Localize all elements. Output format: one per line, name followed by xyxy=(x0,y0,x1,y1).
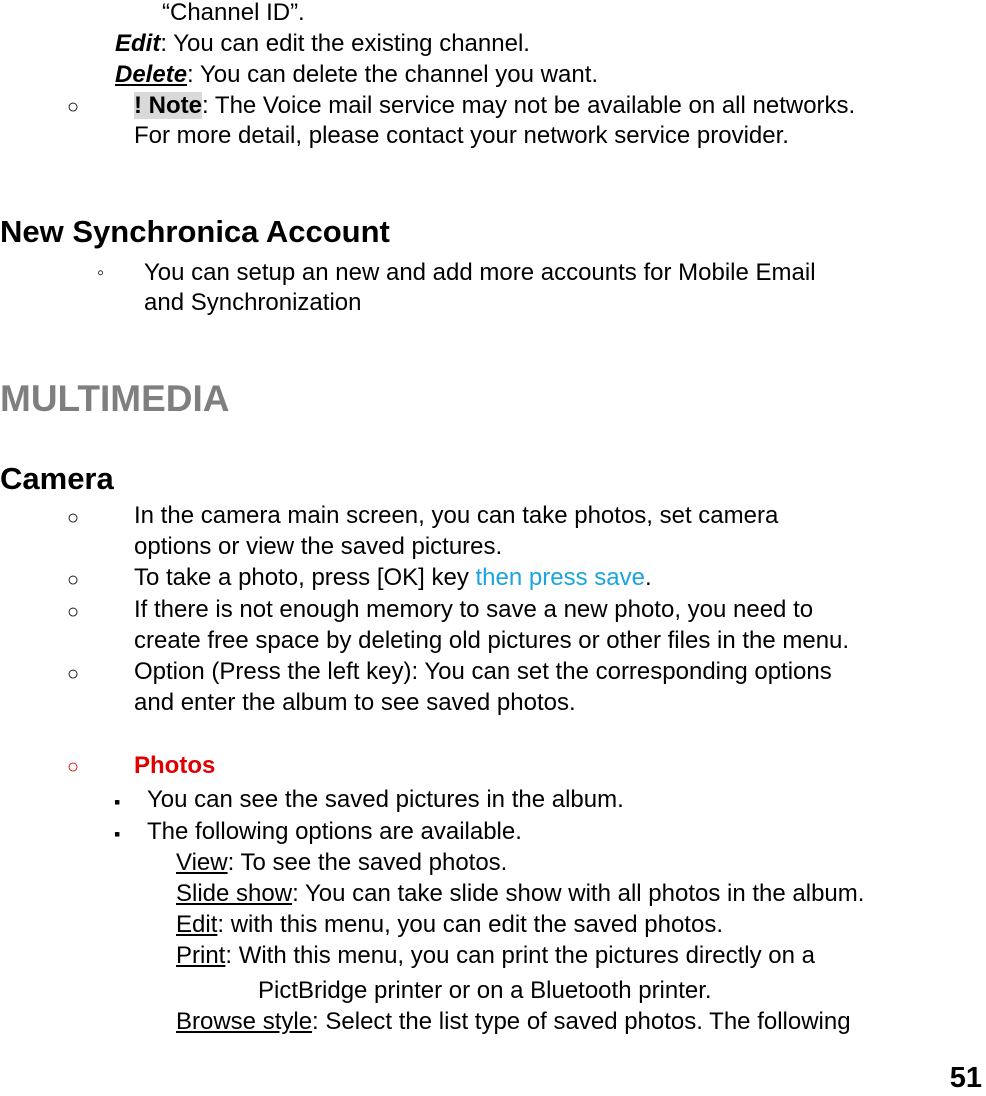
print-option-line xyxy=(176,940,815,971)
print-term: Print xyxy=(176,942,226,969)
camera-item-1-line-2: options or view the saved pictures. xyxy=(134,533,503,560)
slide-show-term: Slide show xyxy=(176,880,293,907)
camera-item-4-line-1: Option (Press the left key): You can set the corresponding options xyxy=(134,658,832,685)
camera-bullet-2: ○ xyxy=(67,569,80,591)
edit-option-line xyxy=(115,28,530,59)
camera-item-3-line-1: If there is not enough memory to save a new photo, you need to xyxy=(134,596,814,623)
print-option-line-2: PictBridge printer or on a Bluetooth printer. xyxy=(258,977,712,1004)
camera-bullet-1: ○ xyxy=(67,507,80,529)
camera-item-2-period: . xyxy=(644,564,652,591)
channel-id-line: “Channel ID”. xyxy=(162,0,305,26)
delete-term: Delete xyxy=(115,61,188,88)
edit-photo-text: : with this menu, you can edit the saved photos. xyxy=(217,911,723,938)
camera-item-2-line xyxy=(134,562,652,593)
view-option-line xyxy=(176,847,507,878)
photos-item-2: The following options are available. xyxy=(147,818,522,845)
camera-item-2-text: To take a photo, press [OK] key xyxy=(134,564,476,591)
note-line xyxy=(134,90,855,121)
slide-show-text: : You can take slide show with all photos in the album. xyxy=(292,880,865,907)
browse-style-text: : Select the list type of saved photos. The following xyxy=(312,1008,851,1035)
delete-option-line xyxy=(115,59,598,90)
edit-term: Edit xyxy=(115,30,161,57)
browse-style-option-line xyxy=(176,1006,851,1037)
print-text: : With this menu, you can print the pictures directly on a xyxy=(225,942,815,969)
multimedia-heading: MULTIMEDIA xyxy=(0,378,230,419)
edit-photo-term: Edit xyxy=(176,911,218,938)
note-line-2: For more detail, please contact your network service provider. xyxy=(134,122,789,149)
sync-line-1: You can setup an new and add more accounts for Mobile Email xyxy=(144,259,816,286)
note-text: : The Voice mail service may not be available on all networks. xyxy=(202,92,856,119)
sync-heading: New Synchronica Account xyxy=(0,214,390,249)
photos-bullet: ○ xyxy=(67,756,80,778)
page-number: 51 xyxy=(949,1062,982,1094)
sync-bullet: ◦ xyxy=(97,262,105,284)
sync-line-2: and Synchronization xyxy=(144,289,362,316)
photos-sub-bullet-2: ▪ xyxy=(114,824,121,844)
browse-style-term: Browse style xyxy=(176,1008,313,1035)
slide-show-option-line xyxy=(176,878,864,909)
photos-sub-bullet-1: ▪ xyxy=(114,792,121,812)
camera-item-1-line-1: In the camera main screen, you can take photos, set camera xyxy=(134,502,779,529)
note-label: ! Note xyxy=(134,92,202,119)
camera-bullet-3: ○ xyxy=(67,601,80,623)
photos-item-1: You can see the saved pictures in the album. xyxy=(147,786,624,813)
camera-item-4-line-2: and enter the album to see saved photos. xyxy=(134,689,576,716)
edit-text: : You can edit the existing channel. xyxy=(160,30,530,57)
view-term: View xyxy=(176,849,228,876)
camera-item-3-line-2: create free space by deleting old pictures or other files in the menu. xyxy=(134,627,850,654)
camera-bullet-4: ○ xyxy=(67,663,80,685)
view-text: : To see the saved photos. xyxy=(227,849,508,876)
photos-heading: Photos xyxy=(134,752,216,779)
camera-heading: Camera xyxy=(0,461,114,496)
delete-text: : You can delete the channel you want. xyxy=(187,61,599,88)
note-bullet: ○ xyxy=(67,96,80,118)
edit-photo-option-line xyxy=(176,909,723,940)
then-press-save-text: then press save xyxy=(475,564,645,591)
